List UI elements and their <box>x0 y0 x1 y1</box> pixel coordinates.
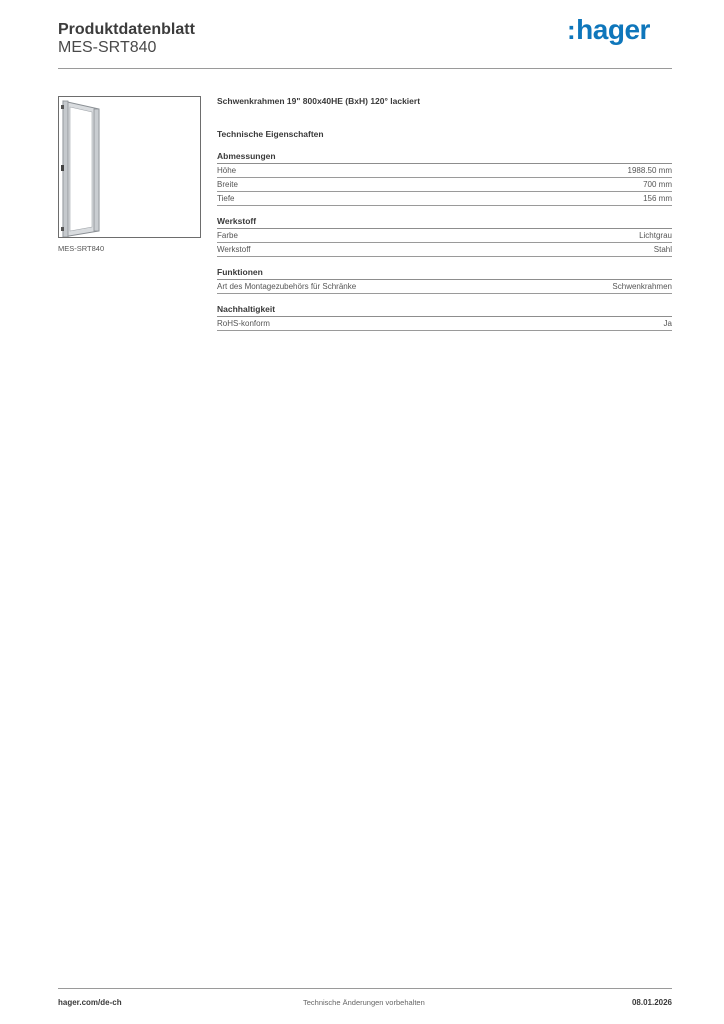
section-title: Technische Eigenschaften <box>217 129 324 139</box>
spec-label: Breite <box>217 180 238 189</box>
group-sustainability <box>217 304 672 331</box>
spec-row <box>217 229 672 243</box>
spec-label: Art des Montagezubehörs für Schränke <box>217 282 357 291</box>
spec-value: Schwenkrahmen <box>612 282 672 291</box>
product-title: Schwenkrahmen 19" 800x40HE (BxH) 120° lackiert <box>217 96 421 106</box>
footer-date: 08.01.2026 <box>631 998 672 1007</box>
spec-value: 1988.50 mm <box>627 166 672 175</box>
spec-label: Höhe <box>217 166 237 175</box>
spec-row <box>217 317 672 331</box>
logo-text: hager <box>576 14 650 45</box>
hager-logo: :hager <box>567 14 650 45</box>
product-details <box>217 96 672 331</box>
spec-row <box>217 164 672 178</box>
swing-frame-icon <box>59 97 200 237</box>
group-dimensions <box>217 151 672 206</box>
spec-value: 156 mm <box>643 194 672 203</box>
footer-website[interactable]: hager.com/de-ch <box>58 998 122 1007</box>
footer-disclaimer: Technische Änderungen vorbehalten <box>303 998 425 1007</box>
image-caption: MES-SRT840 <box>58 244 105 253</box>
spec-value: Ja <box>663 319 672 328</box>
group-functions <box>217 267 672 294</box>
page-title: Produktdatenblatt <box>58 21 195 38</box>
spec-label: RoHS-konform <box>217 319 270 328</box>
spec-value: Stahl <box>653 245 672 254</box>
spec-row <box>217 243 672 257</box>
spec-row <box>217 192 672 206</box>
group-heading: Funktionen <box>217 267 672 280</box>
spec-row <box>217 280 672 294</box>
header-divider <box>58 68 672 69</box>
spec-value: 700 mm <box>643 180 672 189</box>
group-heading: Nachhaltigkeit <box>217 304 672 317</box>
group-heading: Werkstoff <box>217 216 672 229</box>
footer-divider <box>58 988 672 989</box>
spec-label: Werkstoff <box>217 245 251 254</box>
spec-row <box>217 178 672 192</box>
group-heading: Abmessungen <box>217 151 672 164</box>
spec-value: Lichtgrau <box>639 231 672 240</box>
product-number: MES-SRT840 <box>58 39 157 56</box>
spec-label: Farbe <box>217 231 238 240</box>
spec-label: Tiefe <box>217 194 235 203</box>
product-image <box>58 96 201 238</box>
group-material <box>217 216 672 257</box>
